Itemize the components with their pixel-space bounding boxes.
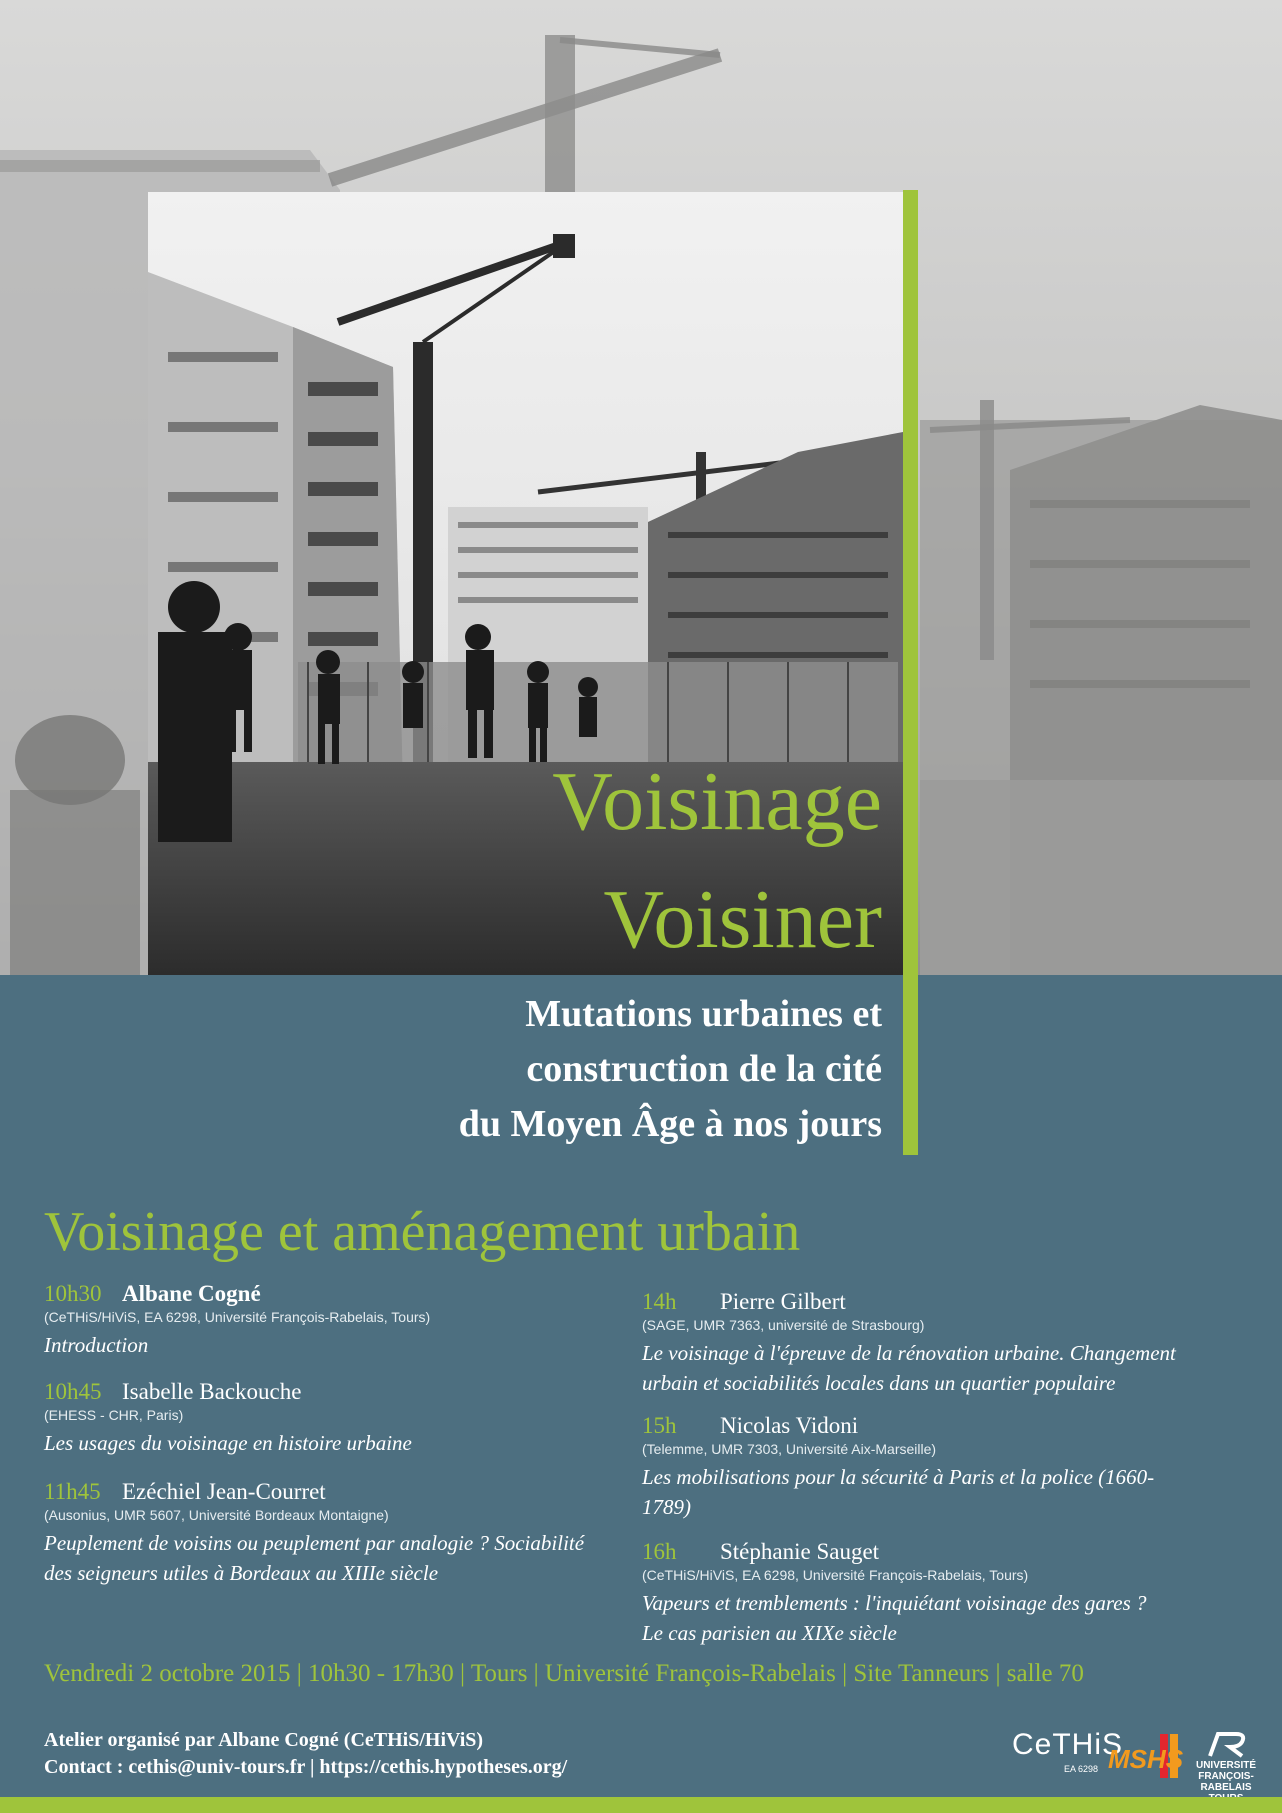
talk-speaker: Pierre Gilbert bbox=[720, 1289, 846, 1314]
talk-affiliation: (SAGE, UMR 7363, université de Strasbourg) bbox=[642, 1317, 925, 1333]
construction-site-illustration bbox=[148, 192, 903, 975]
organizer-line: Atelier organisé par Albane Cogné (CeTHiS/HiViS) bbox=[44, 1729, 484, 1751]
program-item-header bbox=[44, 1280, 634, 1308]
main-photo bbox=[148, 192, 903, 975]
section-heading: Voisinage et aménagement urbain bbox=[44, 1201, 801, 1263]
talk-speaker: Isabelle Backouche bbox=[122, 1379, 302, 1404]
talk-title bbox=[44, 1528, 634, 1588]
talk-speaker: Stéphanie Sauget bbox=[720, 1539, 880, 1564]
organizer-block bbox=[44, 1727, 567, 1781]
talk-time: 11h45 bbox=[44, 1479, 101, 1504]
talk-title bbox=[642, 1338, 1202, 1398]
talk-title-line: Les usages du voisinage en histoire urbaine bbox=[44, 1431, 412, 1455]
contact-line[interactable]: Contact : cethis@univ-tours.fr | https://cethis.hypotheses.org/ bbox=[44, 1756, 568, 1778]
university-logo bbox=[1190, 1730, 1262, 1793]
talk-time: 10h45 bbox=[44, 1379, 102, 1404]
program-item-header bbox=[44, 1378, 634, 1406]
talk-title-line: Peuplement de voisins ou peuplement par analogie ? Sociabilité bbox=[44, 1531, 585, 1555]
talk-title-line: Vapeurs et tremblements : l'inquiétant voisinage des gares ? bbox=[642, 1591, 1147, 1615]
talk-title-line: des seigneurs utiles à Bordeaux au XIIIe siècle bbox=[44, 1561, 439, 1585]
program-item-header bbox=[44, 1478, 634, 1506]
talk-speaker: Albane Cogné bbox=[122, 1281, 261, 1306]
talk-title bbox=[44, 1428, 634, 1458]
university-r-icon bbox=[1190, 1730, 1262, 1760]
talk-affiliation: (Ausonius, UMR 5607, Université Bordeaux Montaigne) bbox=[44, 1507, 389, 1523]
talk-title-line: urbain et sociabilités locales dans un quartier populaire bbox=[642, 1371, 1116, 1395]
program-item-header bbox=[642, 1538, 1202, 1566]
mshs-logo-text: MSHS bbox=[1108, 1744, 1184, 1774]
mshs-logo bbox=[1102, 1732, 1184, 1780]
program-item bbox=[44, 1378, 634, 1458]
talk-title bbox=[44, 1330, 634, 1360]
program-item bbox=[642, 1538, 1202, 1648]
talk-affiliation: (CeTHiS/HiViS, EA 6298, Université François-Rabelais, Tours) bbox=[642, 1567, 1029, 1583]
program-item bbox=[642, 1412, 1202, 1522]
accent-vertical-bar bbox=[903, 190, 918, 1155]
talk-affiliation: (CeTHiS/HiViS, EA 6298, Université François-Rabelais, Tours) bbox=[44, 1309, 431, 1325]
talk-title-line: Introduction bbox=[44, 1333, 149, 1357]
program-item-header bbox=[642, 1412, 1202, 1440]
bottom-accent-band bbox=[0, 1797, 1282, 1813]
program-item-header bbox=[642, 1288, 1202, 1316]
talk-time: 10h30 bbox=[44, 1281, 102, 1306]
title-line-2: Voisiner bbox=[603, 873, 882, 966]
title-line-1: Voisinage bbox=[552, 755, 882, 848]
talk-affiliation: (Telemme, UMR 7303, Université Aix-Marseille) bbox=[642, 1441, 937, 1457]
subtitle-line-3: du Moyen Âge à nos jours bbox=[458, 1103, 882, 1145]
partner-logos bbox=[1006, 1728, 1266, 1793]
talk-title-line: Le voisinage à l'épreuve de la rénovation urbaine. Changement bbox=[642, 1341, 1176, 1365]
talk-time: 16h bbox=[642, 1539, 677, 1564]
program-left-column bbox=[44, 1280, 634, 1588]
program-item bbox=[44, 1280, 634, 1360]
talk-affiliation: (EHESS - CHR, Paris) bbox=[44, 1407, 184, 1423]
talk-time: 15h bbox=[642, 1413, 677, 1438]
talk-time: 14h bbox=[642, 1289, 677, 1314]
program-item bbox=[44, 1478, 634, 1588]
cethis-logo: CeTHiS bbox=[1012, 1728, 1124, 1761]
subtitle-line-2: construction de la cité bbox=[526, 1048, 882, 1090]
subtitle-line-1: Mutations urbaines et bbox=[525, 993, 882, 1035]
program-item bbox=[642, 1288, 1202, 1398]
talk-speaker: Nicolas Vidoni bbox=[720, 1413, 859, 1438]
university-logo-text: UNIVERSITÉ FRANÇOIS-RABELAIS bbox=[1195, 1760, 1256, 1793]
talk-title-line: Le cas parisien au XIXe siècle bbox=[642, 1621, 897, 1645]
talk-title bbox=[642, 1462, 1202, 1522]
event-info: Vendredi 2 octobre 2015 | 10h30 - 17h30 | Tours | Université François-Rabelais | Site Tanneurs | salle 70 bbox=[44, 1660, 1084, 1687]
cethis-logo-subtitle: EA 6298 bbox=[1064, 1764, 1099, 1774]
program-right-column bbox=[642, 1280, 1202, 1648]
talk-title bbox=[642, 1588, 1202, 1648]
talk-title-line: Les mobilisations pour la sécurité à Paris et la police (1660-1789) bbox=[642, 1465, 1155, 1519]
talk-speaker: Ezéchiel Jean-Courret bbox=[122, 1479, 326, 1504]
